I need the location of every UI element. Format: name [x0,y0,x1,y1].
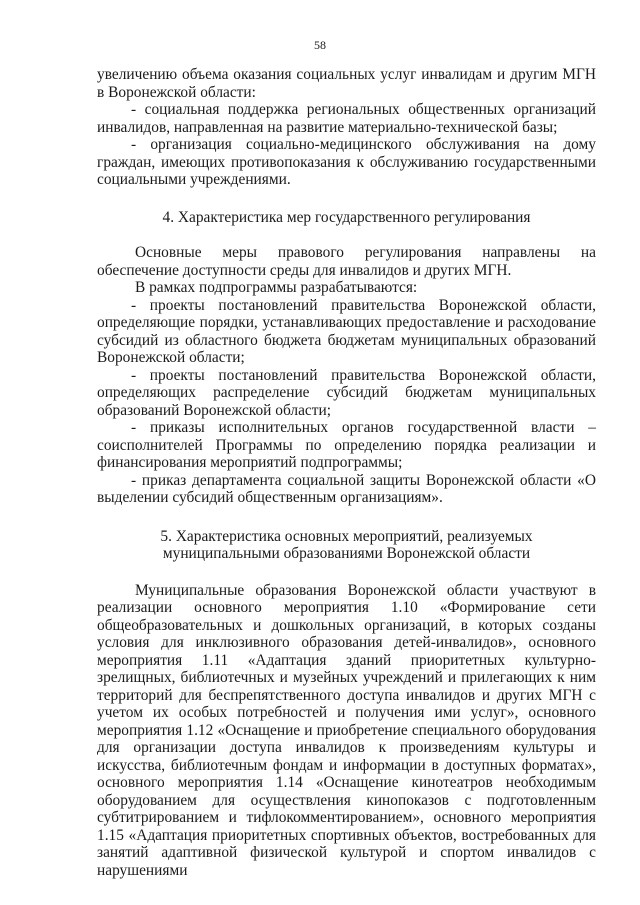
list-item: - организация социально-медицинского обслуживания на дому граждан, имеющих противопоказания к обслуживанию государственными социальными учреждениями. [97,136,596,188]
page-number: 58 [314,38,326,52]
paragraph: Муниципальные образования Воронежской области участвуют в реализации основного мероприятия 1.10 «Формирование сети общеобразовательных и дошкольных организаций, в которых созданы условия для инклюзивного образования детей-инвалидов», основного мероприятия 1.11 «Адаптация зданий приоритетных культурно-зрелищных, библиотечных и музейных учреждений и прилегающих к ним территорий для беспрепятственного доступа инвалидов и других МГН с учетом их особых потребностей и получения ими услуг», основного мероприятия 1.12 «Оснащение и приобретение специального оборудования для организации доступа инвалидов к произведениям культуры и искусства, библиотечным фондам и информации в доступных форматах», основного мероприятия 1.14 «Оснащение кинотеатров необходимым оборудованием для осуществления кинопоказов с подготовленным субтитрированием и тифлокомментированием», основного мероприятия 1.15 «Адаптация приоритетных спортивных объектов, востребованных для занятий адаптивной физической культурой и спортом инвалидов с нарушениями [97,581,596,879]
list-item: - проекты постановлений правительства Воронежской области, определяющие порядки, устанавливающих предоставление и расходование субсидий из областного бюджета бюджетам муниципальных образований Воронежской области; [97,296,596,366]
paragraph: В рамках подпрограммы разрабатываются: [135,279,418,296]
section-heading-5-line2: муниципальными образованиями Воронежской области [162,545,531,562]
paragraph-continuation: увеличению объема оказания социальных услуг инвалидам и другим МГН в Воронежской области: [97,66,596,101]
list-item: - социальная поддержка региональных общественных организаций инвалидов, направленная на развитие материально-технической базы; [97,101,596,136]
list-item: - приказ департамента социальной защиты Воронежской области «О выделении субсидий общественным организациям». [97,471,596,506]
section-heading-4: 4. Характеристика мер государственного регулирования [162,208,531,226]
section-heading-5-line1: 5. Характеристика основных мероприятий, реализуемых [160,527,533,545]
paragraph: Основные меры правового регулирования направлены на обеспечение доступности среды для инвалидов и других МГН. [97,244,596,279]
page-content [97,66,596,879]
section-heading-5 [97,528,596,563]
list-item: - приказы исполнительных органов государственной власти – соисполнителей Программы по определению порядка реализации и финансирования мероприятий подпрограммы; [97,419,596,471]
list-item: - проекты постановлений правительства Воронежской области, определяющих распределение субсидий бюджетам муниципальных образований Воронежской области; [97,366,596,419]
